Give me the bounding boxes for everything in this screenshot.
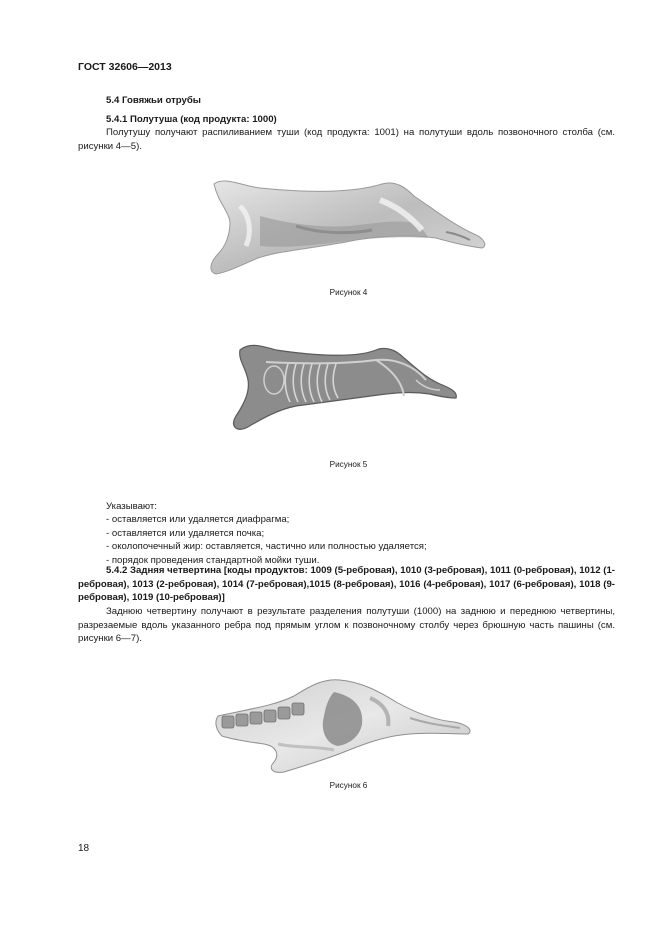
figure-6-caption: Рисунок 6 (329, 781, 368, 790)
list-item: - оставляется или удаляется диафрагма; (106, 514, 290, 525)
standard-header: ГОСТ 32606—2013 (78, 61, 172, 73)
figure-6-hindquarter-image (214, 674, 476, 776)
section-title: 5.4 Говяжьи отрубы (106, 95, 201, 106)
figure-5-skeleton-diagram (226, 336, 466, 436)
subsection-5-4-1-text: Полутушу получают распиливанием туши (код продукта: 1001) на полутуши вдоль позвоночного столба (см. рисунки 4—5). (78, 127, 615, 152)
list-item: - порядок проведения стандартной мойки туши. (106, 554, 320, 566)
subsection-5-4-2-text: Заднюю четвертину получают в результате разделения полутуши (1000) на заднюю и переднюю четвертины, разрезаемые вдоль указанного ребра под прямым углом к позвоночному столбу через брюшную часть пашины (см. рисунки 6—7). (78, 606, 615, 645)
figure-5-caption: Рисунок 5 (329, 460, 368, 469)
specify-intro: Указывают: (106, 501, 157, 512)
figure-4-half-carcass-image (200, 176, 490, 280)
figure-4-caption: Рисунок 4 (329, 288, 368, 297)
page-number: 18 (78, 843, 90, 854)
list-item: - околопочечный жир: оставляется, частично или полностью удаляется; (106, 541, 427, 553)
subsection-5-4-1-title: 5.4.1 Полутуша (код продукта: 1000) (106, 114, 277, 125)
subsection-5-4-2-title: 5.4.2 Задняя четвертина [коды продуктов: 1009 (5-ребровая), 1010 (3-ребровая), 1011 (0-ребровая), 1012 (1-ребровая), 1013 (2-ребровая), 1014 (7-ребровая),1015 (8-ребровая), 1016 (4-ребровая), 1017 (6-ребровая), 1018 (9-ребровая), 1019 (10-ребровая)] (78, 565, 615, 604)
list-item: - оставляется или удаляется почка; (106, 527, 265, 539)
specify-list (106, 513, 427, 567)
